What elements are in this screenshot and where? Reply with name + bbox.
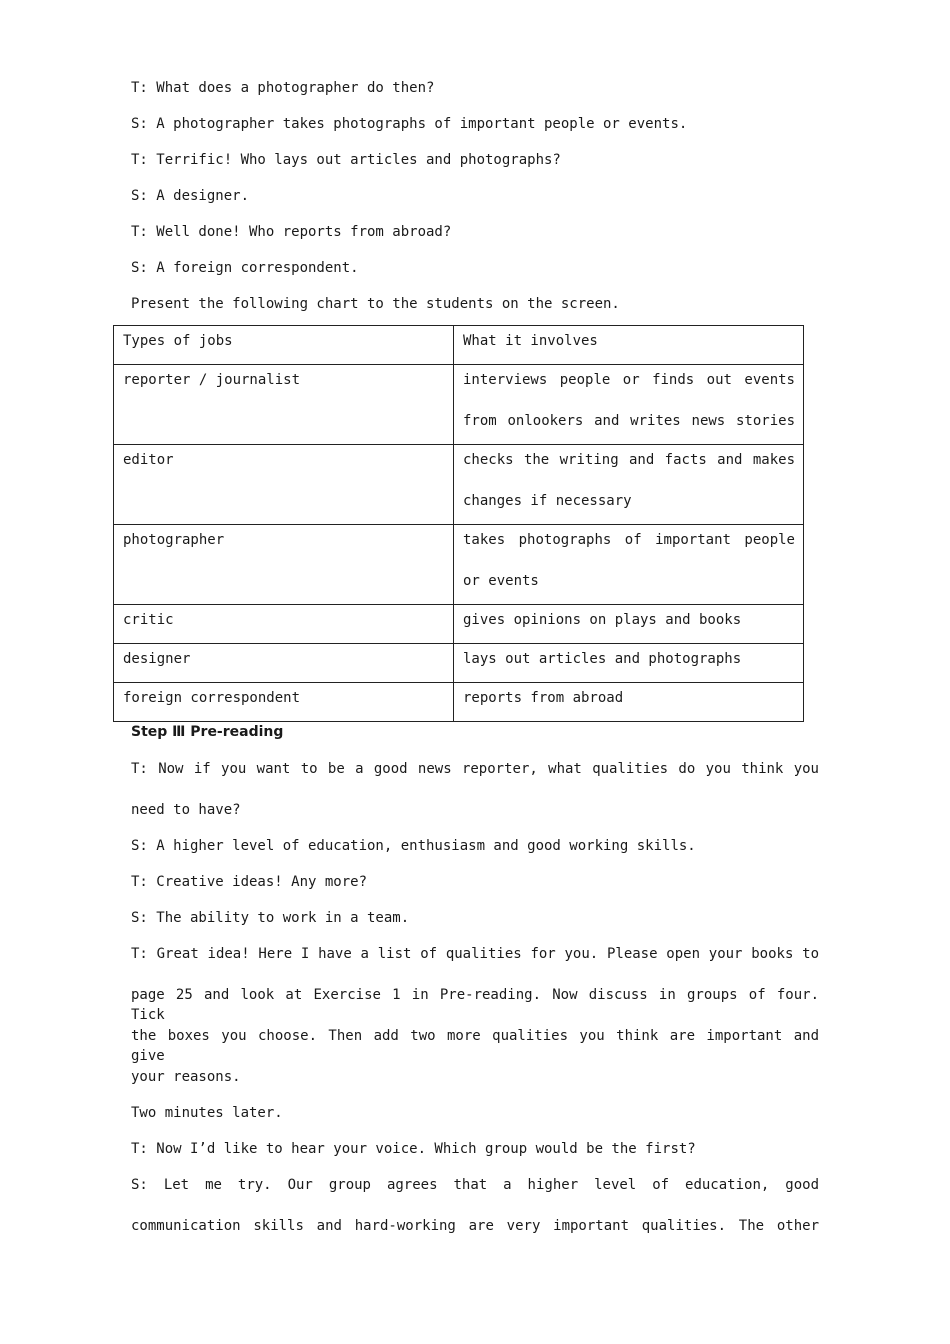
description-line: or events: [463, 573, 539, 589]
dialogue-line: S: A designer.: [131, 188, 250, 204]
table-row: [114, 605, 804, 644]
table-header-cell: What it involves: [454, 326, 804, 365]
job-cell: designer: [114, 644, 454, 683]
dialogue-line: T: What does a photographer do then?: [131, 80, 435, 96]
dialogue-line: S: A foreign correspondent.: [131, 260, 359, 276]
dialogue-line: S: Let me try. Our group agrees that a higher level of education, good: [131, 1177, 819, 1193]
job-cell: editor: [114, 445, 454, 525]
dialogue-line: T: Now I’d like to hear your voice. Which group would be the first?: [131, 1141, 696, 1157]
job-cell: critic: [114, 605, 454, 644]
table-header-cell: Types of jobs: [114, 326, 454, 365]
dialogue-line: S: A photographer takes photographs of important people or events.: [131, 116, 688, 132]
description-cell: gives opinions on plays and books: [454, 605, 804, 644]
description-cell: lays out articles and photographs: [454, 644, 804, 683]
description-cell: [454, 525, 804, 605]
description-line: changes if necessary: [463, 493, 632, 509]
dialogue-line: T: Creative ideas! Any more?: [131, 874, 368, 890]
dialogue-line: S: A higher level of education, enthusiasm and good working skills.: [131, 838, 696, 854]
dialogue-line: the boxes you choose. Then add two more qualities you think are important and give: [131, 1028, 819, 1064]
dialogue-line: T: Well done! Who reports from abroad?: [131, 224, 452, 240]
description-cell: [454, 445, 804, 525]
table-header-row: [114, 326, 804, 365]
description-cell: [454, 365, 804, 445]
description-line: takes photographs of important people: [463, 532, 795, 548]
narration-line: Two minutes later.: [131, 1105, 283, 1121]
jobs-table: [113, 325, 804, 722]
description-line: interviews people or finds out events: [463, 372, 795, 388]
dialogue-line: T: Great idea! Here I have a list of qualities for you. Please open your books to: [131, 946, 819, 962]
dialogue-line: your reasons.: [131, 1069, 241, 1085]
dialogue-line: communication skills and hard-working are very important qualities. The other: [131, 1218, 819, 1234]
table-row: [114, 683, 804, 722]
table-row: [114, 644, 804, 683]
job-cell: photographer: [114, 525, 454, 605]
job-cell: foreign correspondent: [114, 683, 454, 722]
dialogue-line: S: The ability to work in a team.: [131, 910, 410, 926]
dialogue-line: page 25 and look at Exercise 1 in Pre-reading. Now discuss in groups of four. Tick: [131, 987, 819, 1023]
instruction-line: Present the following chart to the students on the screen.: [131, 296, 620, 312]
section-heading: Step Ⅲ Pre-reading: [131, 724, 284, 740]
description-line: from onlookers and writes news stories: [463, 413, 795, 429]
job-cell: reporter / journalist: [114, 365, 454, 445]
dialogue-line: T: Terrific! Who lays out articles and photographs?: [131, 152, 561, 168]
table-row: [114, 445, 804, 525]
dialogue-line: need to have?: [131, 802, 241, 818]
dialogue-line: T: Now if you want to be a good news reporter, what qualities do you think you: [131, 761, 819, 777]
description-cell: reports from abroad: [454, 683, 804, 722]
table-row: [114, 365, 804, 445]
table-row: [114, 525, 804, 605]
description-line: checks the writing and facts and makes: [463, 452, 795, 468]
